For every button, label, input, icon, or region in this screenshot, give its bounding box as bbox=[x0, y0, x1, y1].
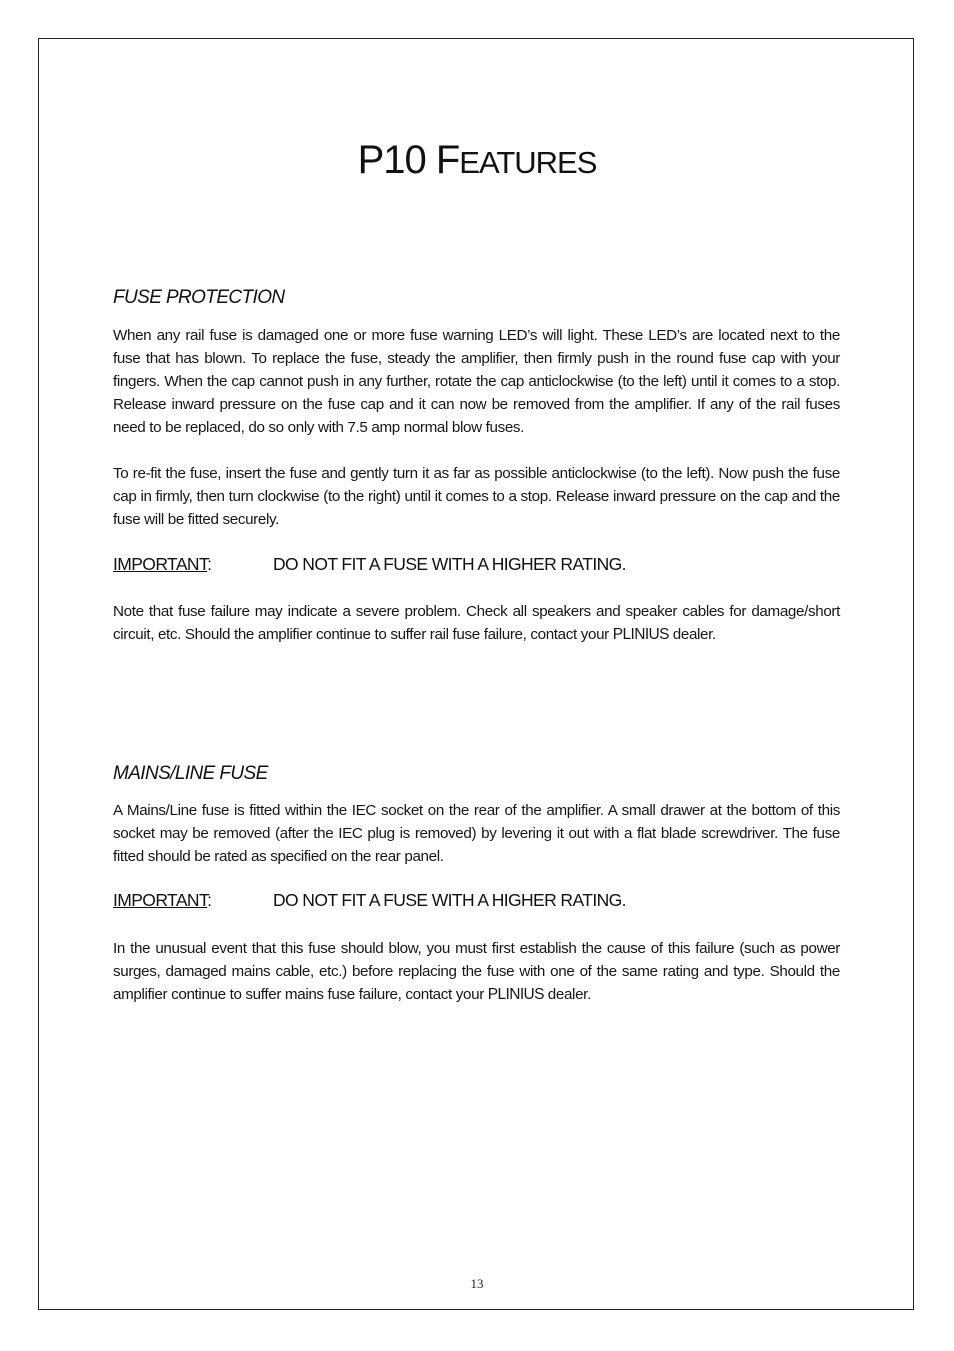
important-label: IMPORTANT bbox=[113, 890, 208, 910]
important-notice-mains-line-fuse bbox=[113, 890, 626, 911]
important-text: DO NOT FIT A FUSE WITH A HIGHER RATING. bbox=[273, 890, 626, 910]
important-notice-fuse-protection bbox=[113, 554, 626, 575]
page-number: 13 bbox=[470, 1276, 484, 1291]
note-text: In the unusual event that this fuse should blow, you must first establish the cause of this failure (such as power surges, damaged mains cable, etc.) before replacing the fuse with one of the same rating and type. Should the amplifier continue to suffer mains fuse failure, contact your bbox=[113, 940, 840, 1003]
page-title-prefix: P10 F bbox=[357, 138, 460, 182]
paragraph-mains-line-fuse-1: A Mains/Line fuse is fitted within the IEC socket on the rear of the amplifier. A small drawer at the bottom of this socket may be removed (after the IEC plug is removed) by levering it out with a flat blade screwdriver. The fuse fitted should be rated as specified on the rear panel. bbox=[113, 802, 840, 865]
paragraph-mains-line-fuse-note bbox=[113, 937, 840, 1006]
paragraph-fuse-protection-2: To re-fit the fuse, insert the fuse and gently turn it as far as possible anticlockwise (to the left). Now push the fuse cap in firmly, then turn clockwise (to the right) until it comes to a stop. Release inward pressure on the cap and the fuse will be fitted securely. bbox=[113, 465, 840, 528]
brand-name: PLINIUS bbox=[612, 626, 669, 643]
page-title-smallcaps: EATURES bbox=[459, 145, 597, 180]
important-label: IMPORTANT bbox=[113, 554, 208, 574]
section-heading-mains-line-fuse: MAINS/LINE FUSE bbox=[113, 763, 268, 784]
brand-name: PLINIUS bbox=[487, 986, 544, 1003]
paragraph-fuse-protection-note bbox=[113, 600, 840, 646]
note-text: Note that fuse failure may indicate a severe problem. Check all speakers and speaker cables for damage/short circuit, etc. Should the amplifier continue to suffer rail fuse failure, contact your bbox=[113, 603, 840, 643]
note-text-end: dealer. bbox=[668, 626, 716, 643]
page-border bbox=[38, 38, 914, 1310]
important-text: DO NOT FIT A FUSE WITH A HIGHER RATING. bbox=[273, 554, 626, 574]
section-heading-fuse-protection: FUSE PROTECTION bbox=[113, 287, 285, 308]
paragraph-fuse-protection-1: When any rail fuse is damaged one or more fuse warning LED’s will light. These LED’s are located next to the fuse that has blown. To replace the fuse, steady the amplifier, then firmly push in the round fuse cap with your fingers. When the cap cannot push in any further, rotate the cap anticlockwise (to the left) until it comes to a stop. Release inward pressure on the fuse cap and it can now be removed from the amplifier. If any of the rail fuses need to be replaced, do so only with 7.5 amp normal blow fuses. bbox=[113, 327, 840, 436]
important-colon: : bbox=[207, 554, 212, 574]
important-colon: : bbox=[207, 890, 212, 910]
note-text-end: dealer. bbox=[543, 986, 591, 1003]
page-title bbox=[0, 138, 954, 183]
